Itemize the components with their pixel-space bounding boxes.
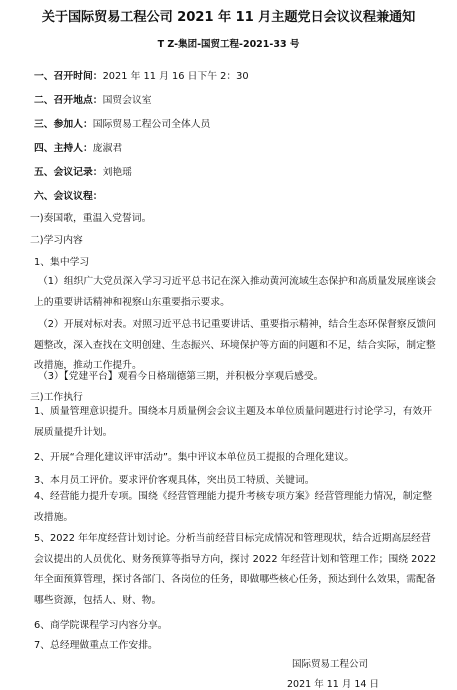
work-item-7: 7、总经理做重点工作安排。: [34, 640, 158, 651]
agenda-item-3: 三)工作执行: [30, 392, 83, 403]
meeting-host-label: 四、主持人：: [34, 143, 93, 154]
meeting-recorder-value: 刘艳瑶: [102, 167, 132, 178]
document-title: 关于国际贸易工程公司 2021 年 11 月主题党日会议议程兼通知: [41, 10, 416, 25]
study-paragraph-3: （3）【党建平台】观看今日格瑞德第三期，并积极分享观后感受。: [38, 371, 324, 382]
signature-company: 国际贸易工程公司: [292, 659, 369, 670]
document-number: T Z-集团-国贸工程-2021-33 号: [157, 39, 300, 50]
work-item-1: 1、质量管理意识提升。围绕本月质量例会会议主题及本单位质量问题进行讨论学习，有效开展质量提升计划。: [34, 406, 433, 438]
work-item-6: 6、商学院课程学习内容分享。: [34, 620, 168, 631]
work-item-3: 3、本月员工评价。要求评价客观具体，突出员工特质、关键词。: [34, 475, 315, 486]
meeting-place-label: 二、召开地点：: [34, 95, 103, 106]
meeting-attendees-value: 国际贸易工程公司全体人员: [92, 119, 211, 130]
study-paragraph-2: （2）开展对标对表。对照习近平总书记重要讲话、重要指示精神，结合生态环保督察反馈问题整改，深入查找在文明创建、生态振兴、环境保护等方面的问题和不足，结合实际，制定整改措施，推动工作提升。: [34, 319, 437, 371]
work-item-4: 4、经营能力提升专项。围绕《经营管理能力提升考核专项方案》经营管理能力情况，制定整改措施。: [34, 491, 433, 523]
meeting-attendees-label: 三、参加人：: [34, 119, 93, 130]
meeting-time-label: 一、召开时间：: [34, 71, 103, 82]
signature-date: 2021 年 11 月 14 日: [287, 679, 379, 690]
study-paragraph-1: （1）组织广大党员深入学习习近平总书记在深入推动黄河流域生态保护和高质量发展座谈会上的重要讲话精神和视察山东重要指示要求。: [34, 276, 437, 308]
agenda-subitem-1: 1、集中学习: [34, 257, 90, 268]
meeting-recorder: [34, 164, 132, 178]
meeting-place: [34, 92, 152, 106]
meeting-time: [34, 68, 249, 82]
agenda-item-1: 一)奏国歌，重温入党誓词。: [30, 213, 152, 224]
meeting-agenda-label: 六、会议议程：: [34, 191, 103, 202]
meeting-host: [34, 140, 122, 154]
meeting-recorder-label: 五、会议记录：: [34, 167, 103, 178]
meeting-place-value: 国贸会议室: [102, 95, 152, 106]
meeting-agenda-heading: [34, 188, 103, 202]
meeting-attendees: [34, 116, 210, 130]
meeting-host-value: 庞淑君: [92, 143, 123, 154]
work-item-2: 2、开展“合理化建议评审活动”。集中评议本单位员工提报的合理化建议。: [34, 452, 355, 463]
work-item-5: 5、2022 年年度经营计划讨论。分析当前经营目标完成情况和管理现状，结合近期高层经营会议提出的人员优化、财务预算等指导方向，探讨 2022 年经营计划和管理工作；围绕 2022 年全面预算管理，探讨各部门、各岗位的任务，即做哪些核心任务，预达到什么效果，需配备哪些资源，包括人、财、物。: [34, 533, 437, 606]
agenda-item-2: 二)学习内容: [30, 235, 83, 246]
meeting-time-value: 2021 年 11 月 16 日下午 2：30: [102, 71, 249, 82]
